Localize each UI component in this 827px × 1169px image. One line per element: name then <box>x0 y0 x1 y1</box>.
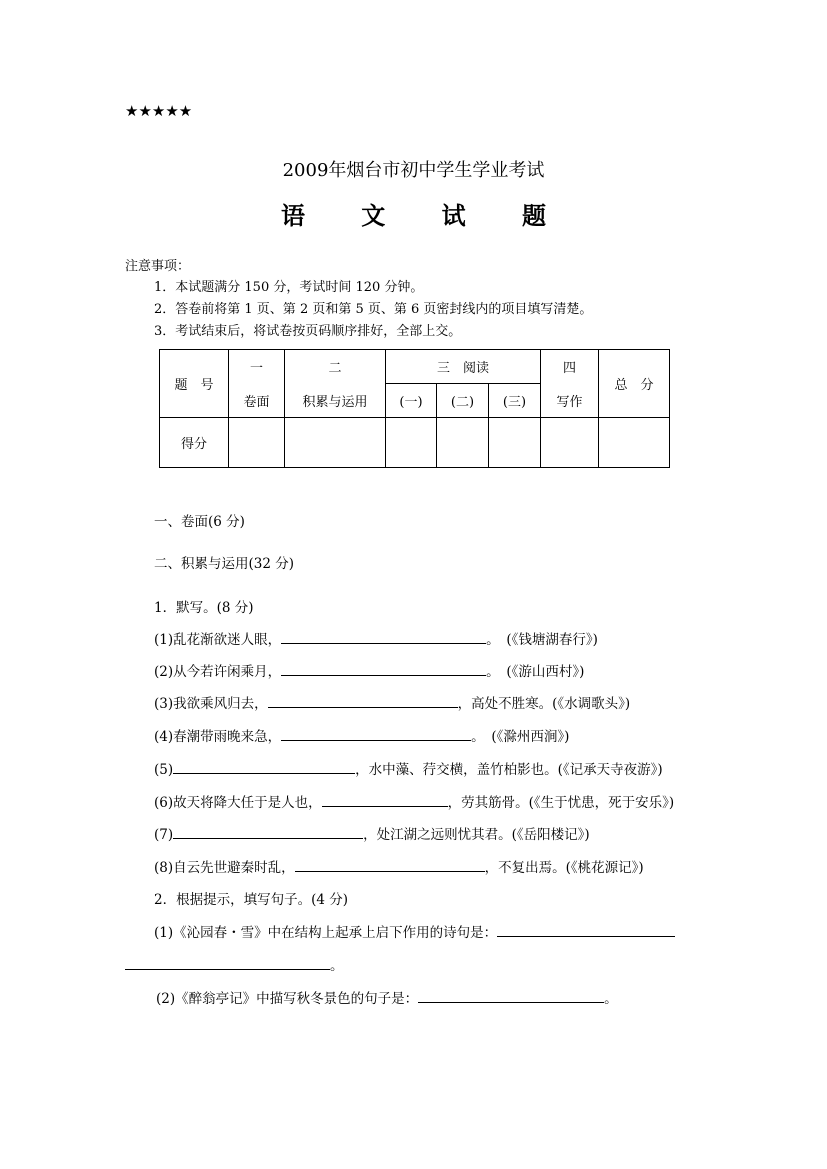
exam-title: 2009年烟台市初中学生学业考试 <box>282 160 545 181</box>
q1-item-7-source: ，处江湖之远则忧其君。(《岳阳楼记》) <box>363 827 590 843</box>
q1-item-2 <box>154 660 584 680</box>
q1-item-5-text: (5) <box>154 762 174 778</box>
header-col1-top: 一 <box>229 350 285 384</box>
header-col4-bottom: 写作 <box>541 384 599 418</box>
row-score-label: 得分 <box>160 418 229 468</box>
q1-item-2-source: 。 (《游山西村》) <box>486 664 585 680</box>
score-cell[interactable] <box>229 418 285 468</box>
answer-blank[interactable] <box>295 857 485 872</box>
q1-item-8 <box>154 856 644 876</box>
header-col2-bottom: 积累与运用 <box>285 384 386 418</box>
q1-item-4-source: 。 (《滁州西涧》) <box>471 729 570 745</box>
q2-item-1-cont <box>125 954 344 974</box>
score-cell[interactable] <box>285 418 386 468</box>
q1-item-6 <box>154 791 674 811</box>
answer-blank[interactable] <box>281 726 471 741</box>
header-reading-2: (二) <box>437 384 489 418</box>
q1-item-1 <box>154 628 598 648</box>
q2-item-2-text: (2)《醉翁亭记》中描写秋冬景色的句子是： <box>156 991 419 1007</box>
header-reading-3: (三) <box>489 384 541 418</box>
score-cell[interactable] <box>386 418 437 468</box>
answer-blank[interactable] <box>418 988 604 1003</box>
subject-title: 语 文 试 题 <box>280 201 571 230</box>
q2-item-1 <box>154 921 675 941</box>
header-tihao: 题 号 <box>160 350 229 418</box>
q1-item-1-source: 。 (《钱塘湖春行》) <box>486 632 598 648</box>
section-2-heading: 二、积累与运用(32 分) <box>154 556 295 572</box>
score-cell[interactable] <box>489 418 541 468</box>
answer-blank[interactable] <box>497 922 675 937</box>
q1-item-3-source: ，高处不胜寒。(《水调歌头》) <box>457 696 631 712</box>
q1-item-4-text: (4)春潮带雨晚来急， <box>154 729 282 745</box>
q1-item-2-text: (2)从今若许闲乘月， <box>154 664 282 680</box>
notice-item-3: 3．考试结束后，将试卷按页码顺序排好，全部上交。 <box>154 324 462 339</box>
question-1-heading: 1．默写。(8 分) <box>154 600 254 616</box>
q2-item-2 <box>156 987 618 1007</box>
header-reading-1: (一) <box>386 384 437 418</box>
answer-blank[interactable] <box>322 792 448 807</box>
q1-item-7-text: (7) <box>154 827 174 843</box>
q2-item-1-text: (1)《沁园春・雪》中在结构上起承上启下作用的诗句是： <box>154 925 498 941</box>
header-col3-top: 三 阅读 <box>386 350 541 384</box>
answer-blank[interactable] <box>281 661 486 676</box>
difficulty-stars: ★★★★★ <box>125 102 193 120</box>
q1-item-3-text: (3)我欲乘风归去， <box>154 696 268 712</box>
q1-item-3 <box>154 692 630 712</box>
score-cell[interactable] <box>599 418 670 468</box>
notice-item-1: 1．本试题满分 150 分，考试时间 120 分钟。 <box>154 280 424 295</box>
header-col4-top: 四 <box>541 350 599 384</box>
q1-item-7 <box>154 823 590 843</box>
header-col1-bottom: 卷面 <box>229 384 285 418</box>
notice-item-2: 2．答卷前将第 1 页、第 2 页和第 5 页、第 6 页密封线内的项目填写清楚。 <box>154 302 593 317</box>
score-table <box>159 349 670 468</box>
answer-blank[interactable] <box>281 629 486 644</box>
q1-item-4 <box>154 725 569 745</box>
q1-item-5-source: ，水中藻、荇交横，盖竹柏影也。(《记承天寺夜游》) <box>355 762 663 778</box>
question-2-heading: 2．根据提示，填写句子。(4 分) <box>154 892 349 908</box>
q1-item-8-text: (8)自云先世避秦时乱， <box>154 860 295 876</box>
score-cell[interactable] <box>541 418 599 468</box>
q1-item-8-source: ，不复出焉。(《桃花源记》) <box>484 860 644 876</box>
header-col2-top: 二 <box>285 350 386 384</box>
q1-item-6-text: (6)故天将降大任于是人也， <box>154 795 322 811</box>
score-cell[interactable] <box>437 418 489 468</box>
answer-blank[interactable] <box>125 955 330 970</box>
answer-blank[interactable] <box>268 693 458 708</box>
answer-blank[interactable] <box>173 824 363 839</box>
q1-item-5 <box>154 758 663 778</box>
q2-item-1-end: 。 <box>330 958 344 974</box>
header-total: 总 分 <box>599 350 670 418</box>
notice-heading: 注意事项： <box>125 259 191 274</box>
q2-item-2-end: 。 <box>604 991 618 1007</box>
q1-item-1-text: (1)乱花渐欲迷人眼， <box>154 632 282 648</box>
answer-blank[interactable] <box>173 759 355 774</box>
q1-item-6-source: ，劳其筋骨。(《生于忧患，死于安乐》) <box>447 795 675 811</box>
section-1-heading: 一、卷面(6 分) <box>154 514 245 530</box>
